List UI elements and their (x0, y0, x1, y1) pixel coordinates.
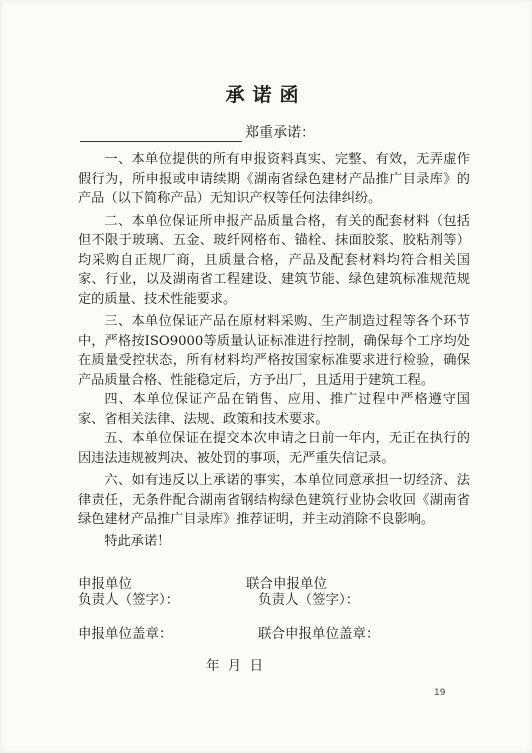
joint-seal-label: 联合申报单位盖章： (258, 626, 380, 642)
closing-statement: 特此承诺！ (104, 533, 171, 549)
paragraph-3: 三、本单位保证产品在原材料采购、生产制造过程等各个环节中，严格按ISO9000等质量认证标准进行控制，确保每个工序均处在质量受控状态，所有材料均严格按国家标准要求进行检验，确保产品质量合格、性能稳定后，方予出厂，且适用于建筑工程。 (78, 314, 470, 388)
paragraph-5: 五、本单位保证在提交本次申请之日前一年内，无正在执行的因违法违规被判决、被处罚的事项，无严重失信记录。 (78, 431, 470, 466)
paragraph-4: 四、本单位保证产品在销售、应用、推广过程中严格遵守国家、省相关法律、法规、政策和技术要求。 (78, 392, 470, 427)
joint-signature-label: 负责人（签字）： (258, 592, 360, 608)
addressee-blank (80, 127, 242, 142)
paragraph-6: 六、如有违反以上承诺的事实，本单位同意承担一切经济、法律责任，无条件配合湖南省钢结构绿色建筑行业协会收回《湖南省绿色建材产品推广目录库》推荐证明，并主动消除不良影响。 (78, 473, 470, 527)
addressee-suffix: 郑重承诺： (245, 125, 315, 141)
paragraph-1: 一、本单位提供的所有申报资料真实、完整、有效，无弄虚作假行为，所申报或申请续期《湖南省绿色建材产品推广目录库》的产品（以下简称产品）无知识产权等任何法律纠纷。 (78, 152, 470, 206)
page-number: 19 (434, 688, 446, 698)
applicant-seal-label: 申报单位盖章： (78, 626, 173, 642)
date-line: 年 月 日 (206, 658, 266, 674)
paragraph-2: 二、本单位保证所申报产品质量合格，有关的配套材料（包括但不限于玻璃、五金、玻纤网格布、锚栓、抹面胶浆、胶粘剂等）均采购自正规厂商，且质量合格，产品及配套材料均符合相关国家、行业，以及湖南省工程建设、建筑节能、绿色建筑标准规范规定的质量、技术性能要求。 (78, 213, 470, 307)
addressee-line (80, 122, 315, 142)
applicant-signature-label: 负责人（签字）： (78, 592, 180, 608)
document-title: 承诺函 (225, 84, 307, 106)
document-body (78, 150, 470, 551)
applicant-unit-label: 申报单位 (78, 576, 132, 592)
joint-unit-label: 联合申报单位 (246, 576, 327, 592)
